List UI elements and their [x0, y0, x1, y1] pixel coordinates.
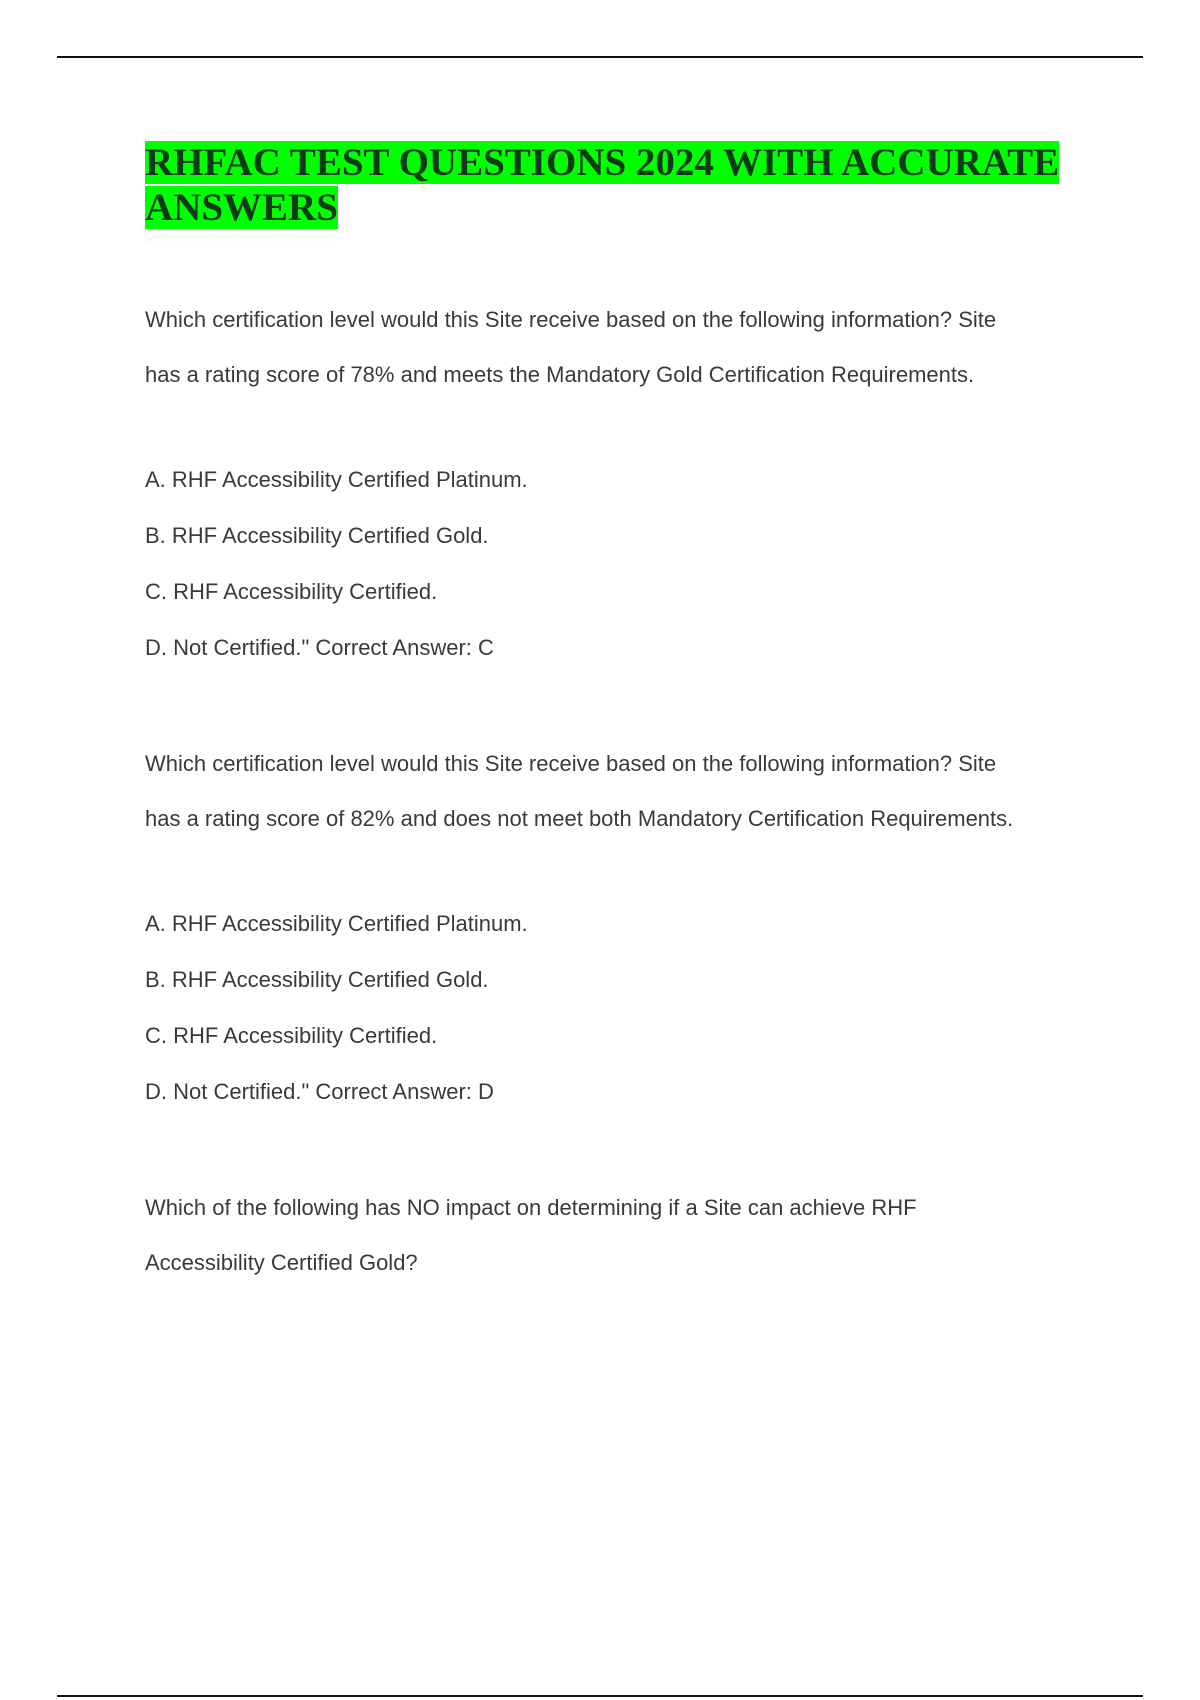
option-b: B. RHF Accessibility Certified Gold.: [145, 523, 489, 548]
answer-options: [145, 452, 1085, 676]
document-body: [145, 140, 1085, 1290]
option-c: C. RHF Accessibility Certified.: [145, 1023, 438, 1048]
document-title: [145, 140, 1085, 230]
option-a: A. RHF Accessibility Certified Platinum.: [145, 467, 528, 492]
question-3: [145, 1180, 1085, 1290]
option-a: A. RHF Accessibility Certified Platinum.: [145, 911, 528, 936]
question-2: [145, 736, 1085, 1120]
question-text: Which certification level would this Site receive based on the following information? Site has a rating score of 82% and does not meet both Mandatory Certification Requirements.: [145, 751, 1014, 831]
option-c: C. RHF Accessibility Certified.: [145, 579, 438, 604]
question-text: Which certification level would this Site receive based on the following information? Site has a rating score of 78% and meets the Mandatory Gold Certification Requirements.: [145, 307, 997, 387]
answer-options: [145, 896, 1085, 1120]
top-divider: [57, 56, 1143, 58]
option-d-with-answer: D. Not Certified." Correct Answer: D: [145, 1079, 494, 1104]
option-d-with-answer: D. Not Certified." Correct Answer: C: [145, 635, 494, 660]
question-text: Which of the following has NO impact on determining if a Site can achieve RHF Accessibility Certified Gold?: [145, 1195, 917, 1275]
option-b: B. RHF Accessibility Certified Gold.: [145, 967, 489, 992]
bottom-divider: [57, 1695, 1143, 1697]
title-highlight: RHFAC TEST QUESTIONS 2024 WITH ACCURATE ANSWERS: [145, 141, 1060, 229]
question-1: [145, 292, 1085, 676]
